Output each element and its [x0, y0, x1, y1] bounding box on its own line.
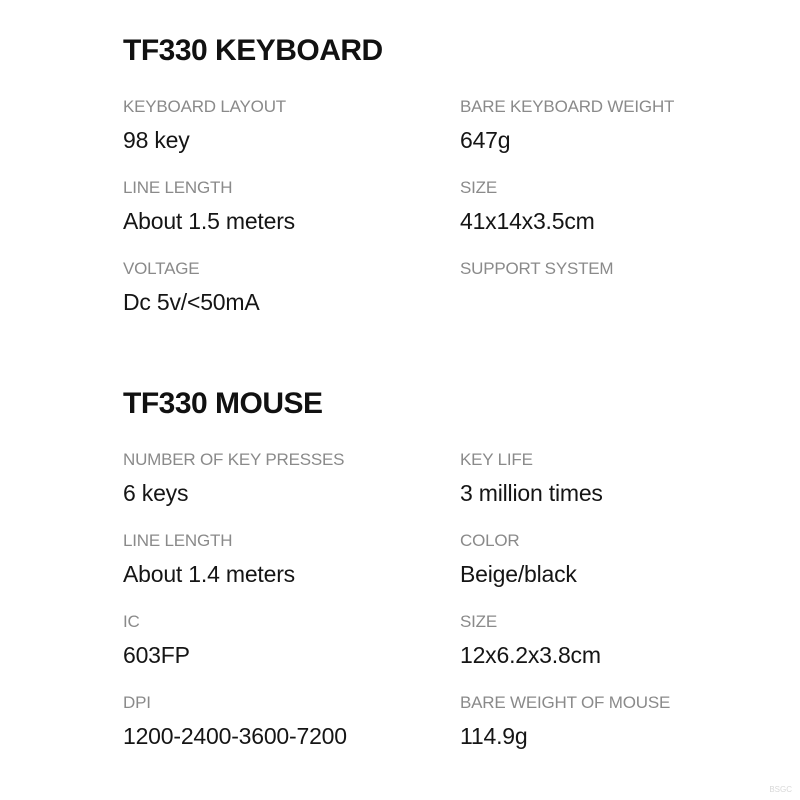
spec-dpi [123, 694, 443, 748]
spec-value: 12x6.2x3.8cm [460, 642, 601, 668]
spec-label: NUMBER OF KEY PRESSES [123, 450, 345, 469]
spec-value: About 1.5 meters [123, 208, 295, 234]
spec-value: Dc 5v/<50mA [123, 289, 260, 315]
spec-key-life [460, 451, 780, 505]
spec-bare-keyboard-weight [460, 98, 780, 152]
spec-value: 603FP [123, 642, 190, 668]
spec-color [460, 532, 780, 586]
spec-label: KEYBOARD LAYOUT [123, 97, 286, 116]
spec-bare-weight-of-mouse [460, 694, 780, 748]
spec-keyboard-line-length [123, 179, 443, 233]
spec-ic [123, 613, 443, 667]
spec-label: SIZE [460, 178, 497, 197]
spec-label: LINE LENGTH [123, 178, 233, 197]
spec-voltage [123, 260, 443, 314]
spec-label: COLOR [460, 531, 520, 550]
spec-label: SUPPORT SYSTEM [460, 259, 614, 278]
spec-label: BARE WEIGHT OF MOUSE [460, 693, 671, 712]
spec-support-system [460, 260, 780, 314]
spec-label: IC [123, 612, 140, 631]
spec-value: About 1.4 meters [123, 561, 295, 587]
spec-number-of-key-presses [123, 451, 443, 505]
spec-value [460, 291, 780, 314]
keyboard-section-title: TF330 KEYBOARD [123, 34, 383, 67]
spec-keyboard-layout [123, 98, 443, 152]
spec-value: 3 million times [460, 480, 603, 506]
spec-value: 98 key [123, 127, 190, 153]
spec-mouse-line-length [123, 532, 443, 586]
spec-value: 1200-2400-3600-7200 [123, 723, 347, 749]
spec-value: 41x14x3.5cm [460, 208, 595, 234]
spec-label: SIZE [460, 612, 497, 631]
spec-value: 114.9g [460, 723, 528, 749]
spec-label: BARE KEYBOARD WEIGHT [460, 97, 675, 116]
spec-mouse-size [460, 613, 780, 667]
spec-value: 6 keys [123, 480, 189, 506]
watermark: BSGC [769, 785, 792, 794]
spec-keyboard-size [460, 179, 780, 233]
spec-label: VOLTAGE [123, 259, 200, 278]
spec-value: Beige/black [460, 561, 577, 587]
spec-label: DPI [123, 693, 151, 712]
spec-label: KEY LIFE [460, 450, 533, 469]
mouse-section-title: TF330 MOUSE [123, 387, 323, 420]
spec-label: LINE LENGTH [123, 531, 233, 550]
spec-value: 647g [460, 127, 511, 153]
